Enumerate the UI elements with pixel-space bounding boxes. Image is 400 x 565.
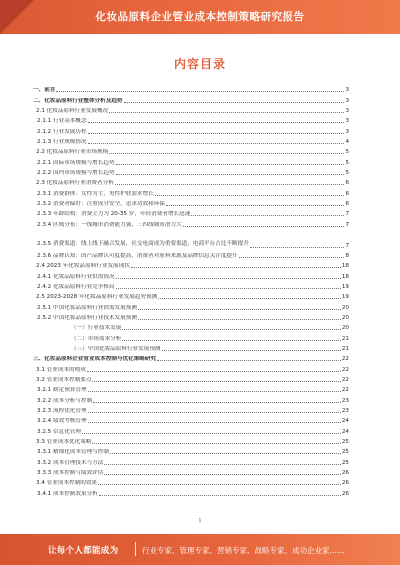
toc-entry-page: 26 (341, 470, 349, 477)
toc-leader-dots (122, 329, 341, 330)
toc-entry-label: 2.3.1 消费群体：女性为主，男性护肤需求增长 (37, 190, 154, 197)
toc-entry-page: 4 (345, 139, 349, 146)
toc-entry-label: 一、前言 (33, 87, 56, 94)
toc-entry[interactable] (33, 456, 349, 466)
toc-title: 内容目录 (173, 57, 226, 71)
toc-entry-label: 2.2.2 国内市场规模与增长趋势 (37, 170, 115, 177)
toc-leader-dots (88, 133, 345, 134)
toc-entry-label: （二）市场需求分析 (71, 335, 122, 342)
footer-banner (0, 534, 400, 565)
toc-entry[interactable] (33, 405, 349, 415)
toc-leader-dots (239, 257, 345, 258)
toc-entry-page: 22 (341, 356, 349, 363)
toc-leader-dots (56, 91, 344, 92)
toc-entry[interactable] (33, 115, 349, 125)
toc-leader-dots (88, 422, 341, 423)
toc-leader-dots (99, 495, 341, 496)
report-title: 化妆品原料企业管业成本控制策略研究报告 (95, 11, 305, 23)
toc-entry-label: 三、化妆品原料企业管业成本控制与优化策略研究 (33, 356, 157, 363)
toc-leader-dots (138, 319, 341, 320)
toc-entry[interactable] (33, 167, 349, 177)
toc-leader-dots (124, 102, 345, 103)
toc-entry-label: 2.5.1 中国化妆品原料行业供需发展预测 (37, 304, 137, 311)
toc-entry-label: 2.1.2 行业发展历程 (37, 128, 87, 135)
toc-entry-page: 24 (341, 428, 349, 435)
toc-entry-page: 25 (341, 459, 349, 466)
toc-leader-dots (104, 464, 341, 465)
toc-entry-page: 3 (345, 128, 349, 135)
toc-entry[interactable] (33, 477, 349, 487)
toc-entry[interactable] (33, 322, 349, 332)
toc-entry[interactable] (33, 94, 349, 104)
toc-leader-dots (88, 122, 345, 123)
toc-entry-page: 6 (345, 190, 349, 197)
toc-leader-dots (88, 412, 341, 413)
toc-entry[interactable] (33, 270, 349, 280)
toc-leader-dots (110, 453, 341, 454)
toc-leader-dots (157, 360, 341, 361)
toc-leader-dots (250, 247, 345, 248)
toc-entry[interactable] (33, 84, 349, 94)
footer-slogan: 让每个人都能成为 (48, 546, 119, 556)
toc-leader-dots (166, 205, 345, 206)
toc-leader-dots (122, 340, 341, 341)
toc-entry-label: 3.3.1 精细化成本管理与控制 (37, 449, 109, 456)
toc-entry-label: 3.3 管业成本优化策略 (36, 439, 92, 446)
toc-entry[interactable] (33, 394, 349, 404)
toc-entry[interactable] (33, 250, 349, 260)
toc-leader-dots (162, 350, 341, 351)
toc-entry-label: 3.1 管业成本的构成 (36, 366, 86, 373)
toc-leader-dots (155, 195, 345, 196)
toc-entry-label: 3.4.1 成本控制效果分析 (37, 490, 98, 497)
toc-entry-label: 2.1 化妆品原料行业发展概况 (36, 108, 109, 115)
toc-entry[interactable] (33, 415, 349, 425)
toc-entry-page: 20 (341, 314, 349, 321)
toc-entry[interactable] (33, 353, 349, 363)
toc-entry-page: 19 (341, 294, 349, 301)
toc-entry-page: 25 (341, 449, 349, 456)
toc-entry-label: 3.4 管业成本控制的效果 (36, 480, 98, 487)
toc-entry[interactable] (33, 146, 349, 156)
toc-leader-dots (191, 215, 344, 216)
toc-entry-label: 2.1.3 行业规模情况 (37, 139, 87, 146)
toc-entry-page: 19 (341, 283, 349, 290)
footer-divider (135, 542, 136, 556)
toc-leader-dots (116, 164, 345, 165)
toc-entry[interactable] (33, 384, 349, 394)
toc-entry-page: 6 (345, 180, 349, 187)
toc-leader-dots (116, 278, 341, 279)
toc-entry[interactable] (33, 436, 349, 446)
toc-entry-page: 18 (341, 273, 349, 280)
toc-entry-label: 2.4 2023 年化妆品原料行业发展现状 (36, 263, 130, 270)
toc-entry-page: 22 (341, 387, 349, 394)
page-number: 1 (198, 518, 202, 524)
toc-leader-dots (92, 381, 340, 382)
footer-tagline: 行业专家、管理专家、营销专家、战略专家、成功企业家…… (142, 546, 345, 555)
toc-entry-label: 2.3.5 消费渠道：线上线下融合发展，社交电商成为重要渠道，电商平台占比不断提升 (37, 241, 249, 248)
toc-entry-page: 20 (341, 304, 349, 311)
toc-leader-dots (98, 484, 341, 485)
toc-leader-dots (115, 184, 345, 185)
report-header-banner (0, 0, 400, 34)
toc-entry[interactable] (33, 301, 349, 311)
toc-entry-label: 3.3.3 成本控制与绩效评估 (37, 470, 104, 477)
toc-entry[interactable] (33, 105, 349, 115)
toc-leader-dots (116, 174, 345, 175)
toc-leader-dots (116, 288, 341, 289)
toc-entry[interactable] (33, 363, 349, 373)
toc-entry-label: 2.2.1 国际市场规模与增长趋势 (37, 159, 115, 166)
toc-entry[interactable] (33, 208, 349, 218)
toc-entry-page: 21 (341, 345, 349, 352)
toc-leader-dots (93, 402, 341, 403)
toc-entry-page: 7 (345, 211, 349, 218)
toc-entry-page: 20 (341, 325, 349, 332)
toc-entry[interactable] (33, 125, 349, 135)
toc-entry-label: 2.3.3 年龄结构：消费主力为 20-35 岁，年轻消费者增长迅速 (37, 211, 191, 218)
toc-entry-label: 2.4.1 化妆品原料行业供需情况 (37, 273, 115, 280)
toc-entry-label: 2.3 化妆品原料行业消费者分析 (36, 180, 114, 187)
toc-entry-label: （一）行业技术发展 (71, 325, 122, 332)
toc-entry-label: 3.2 管业成本控制要点 (36, 376, 92, 383)
toc-entry-page: 3 (345, 97, 349, 104)
toc-entry-page: 7 (345, 242, 349, 249)
toc-entry[interactable] (33, 156, 349, 166)
toc-entry-label: 2.1.1 行业基本概念 (37, 118, 87, 125)
toc-entry-page: 23 (341, 397, 349, 404)
toc-leader-dots (138, 309, 341, 310)
toc-entry-label: （三）中国化妆品原料行业发展预测 (71, 345, 161, 352)
toc-entry[interactable] (33, 136, 349, 146)
toc-entry-label: 3.2.4 绩效考核管理 (37, 418, 87, 425)
toc-entry-page: 18 (341, 263, 349, 270)
toc-entry[interactable] (33, 177, 349, 187)
toc-entry-label: 3.2.5 信息化管理 (37, 428, 81, 435)
toc-entry[interactable] (33, 198, 349, 208)
toc-entry[interactable] (33, 332, 349, 342)
toc-entry[interactable] (33, 487, 349, 497)
toc-entry-label: 3.2.1 制定预算管理 (37, 387, 87, 394)
toc-entry-page: 25 (341, 439, 349, 446)
toc-entry-label: 2.5.2 中国化妆品原料行业技术发展预测 (37, 314, 137, 321)
toc-entry-page: 26 (341, 490, 349, 497)
toc-entry[interactable] (33, 281, 349, 291)
toc-entry-page: 21 (341, 335, 349, 342)
toc-entry-page: 23 (341, 408, 349, 414)
toc-leader-dots (109, 153, 344, 154)
toc-entry-label: 2.3.2 消费者偏好：注重成分安全，追求功效和环保 (37, 201, 165, 208)
toc-entry-page: 7 (345, 221, 349, 228)
toc-entry[interactable] (33, 425, 349, 435)
toc-entry-label: 2.2 化妆品原料行业市场规模 (36, 149, 109, 156)
toc-entry-page: 3 (345, 118, 349, 125)
toc-entry-label: 2.3.6 品牌认知：国产品牌认可度提高，消费者对原料来源及品牌信息关注度提升 (37, 252, 238, 259)
toc-leader-dots (82, 433, 341, 434)
toc-entry-label: 2.5 2023-2028 年化妆品原料行业发展趋势预测 (36, 294, 158, 301)
toc-entry-label: 3.2.2 成本分析与控制 (37, 397, 93, 404)
toc-entry-page: 8 (345, 252, 349, 259)
toc-entry[interactable] (33, 218, 349, 228)
toc-entry-page: 5 (345, 159, 349, 166)
table-of-contents (33, 84, 349, 498)
toc-entry-page: 3 (345, 108, 349, 115)
toc-leader-dots (88, 143, 345, 144)
toc-entry-label: 2.3.4 区域分布：一线城市消费能力强，三四线城市潜力大 (37, 221, 182, 228)
toc-entry[interactable] (33, 343, 349, 353)
toc-entry[interactable] (33, 260, 349, 270)
toc-leader-dots (131, 267, 341, 268)
toc-entry-page: 5 (345, 170, 349, 177)
toc-entry-page: 22 (341, 366, 349, 373)
toc-entry-label: 3.3.2 成本管理技术与方法 (37, 459, 104, 466)
toc-leader-dots (158, 298, 341, 299)
toc-entry[interactable] (33, 467, 349, 477)
toc-entry[interactable] (33, 312, 349, 322)
toc-leader-dots (183, 226, 345, 227)
toc-entry-label: 二、化妆品原料行业整体分析及趋势 (33, 97, 123, 104)
toc-leader-dots (92, 443, 340, 444)
toc-leader-dots (88, 391, 341, 392)
toc-entry-page: 24 (341, 418, 349, 425)
toc-entry-page: 5 (345, 149, 349, 156)
toc-entry[interactable] (33, 374, 349, 384)
toc-entry[interactable] (33, 187, 349, 197)
toc-entry[interactable] (33, 229, 349, 250)
toc-entry-page: 3 (345, 87, 349, 94)
toc-entry-page: 6 (345, 201, 349, 208)
toc-entry[interactable] (33, 291, 349, 301)
toc-entry-label: 3.2.3 流程优化管理 (37, 408, 87, 414)
toc-entry-label: 2.4.2 化妆品原料行业竞争格局 (37, 283, 115, 290)
toc-entry-page: 22 (341, 376, 349, 383)
toc-leader-dots (104, 474, 341, 475)
toc-leader-dots (109, 112, 344, 113)
toc-entry-page: 26 (341, 480, 349, 487)
toc-entry[interactable] (33, 446, 349, 456)
toc-leader-dots (87, 371, 341, 372)
